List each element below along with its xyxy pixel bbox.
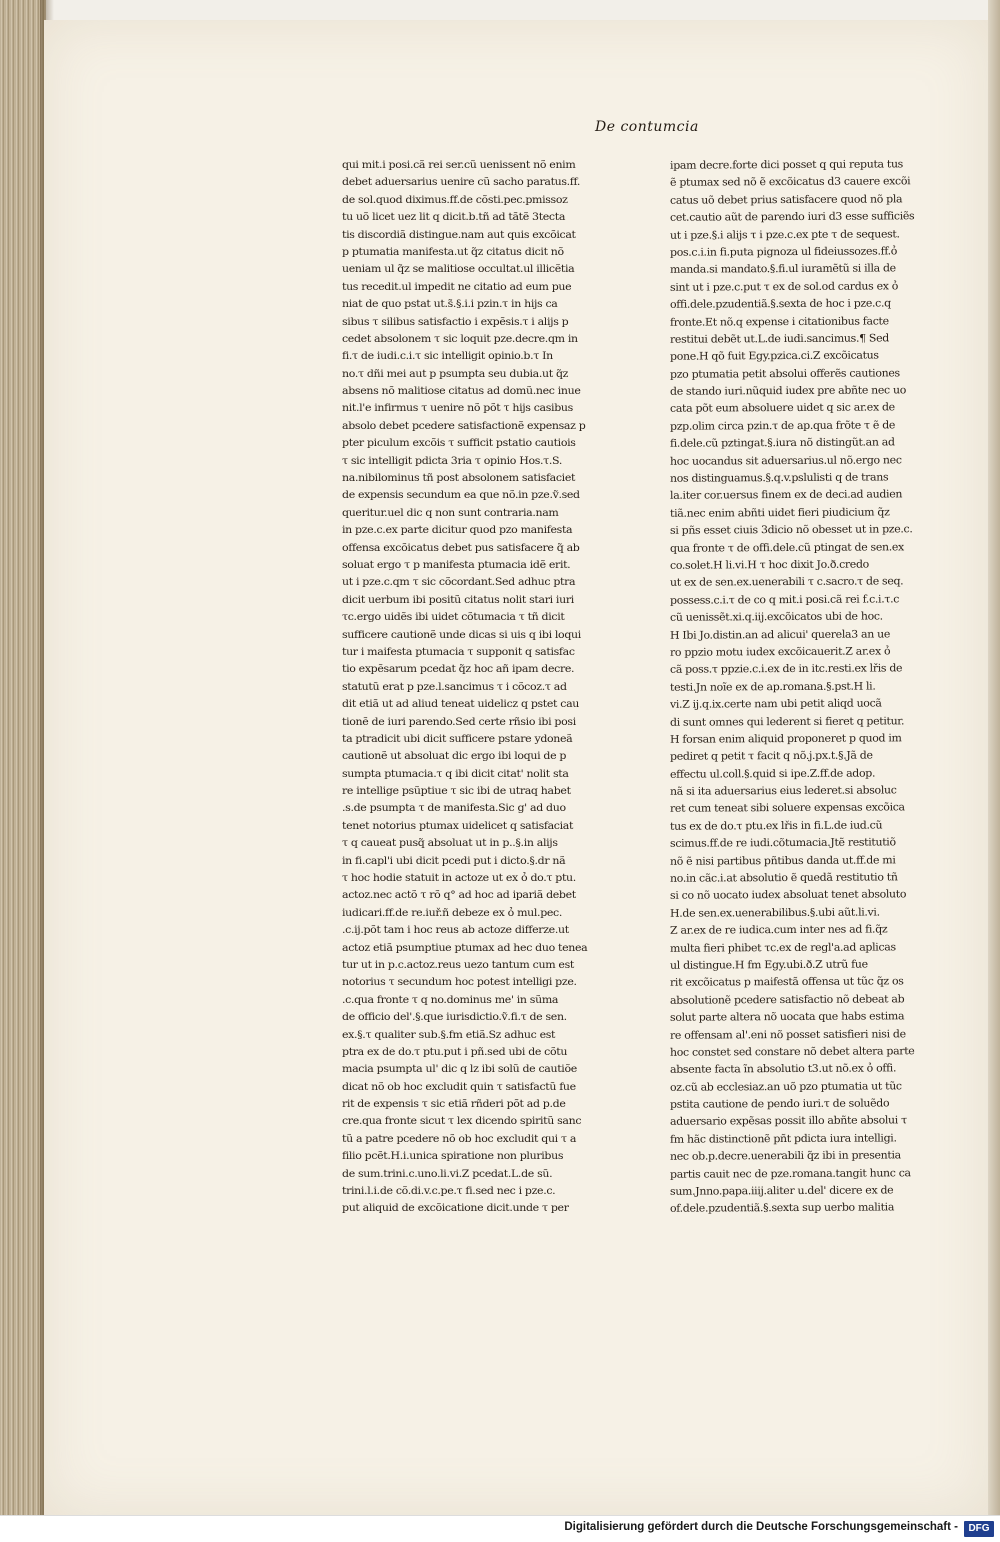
text-line: nã si ita aduersarius eius lederet.si absoluc (669, 783, 897, 798)
text-line: no.τ dñi mei aut p psumpta seu dubia.ut q̃z (342, 367, 569, 380)
text-line: la.iter cor.uersus finem ex de deci.ad audien (669, 488, 903, 502)
text-line: offi.dele.pzudentiã.§.sexta de hoc i pze.c.q (669, 297, 891, 311)
text-line: vi.Z ij.q.ix.certe nam ubi petit aliqd uocã (669, 697, 882, 711)
text-line: aduersario expẽsas possit illo abñte absolui τ (669, 1114, 907, 1129)
digitization-footer (0, 1515, 1000, 1542)
text-line: soluat ergo τ p manifesta ptumacia idẽ erit. (342, 558, 571, 571)
text-line: actoz.nec actõ τ rõ q° ad hoc ad ipariã debet (342, 888, 576, 902)
text-line: tũ a patre pcedere nõ ob hoc excludit qui τ a (342, 1132, 577, 1145)
text-line: filio pcẽt.H.i.unica spiratione non pluribus (342, 1149, 564, 1162)
text-line: niat de quo pstat ut.s̃.§.i.i pzin.τ in hijs ca (342, 297, 558, 310)
text-line: fi.τ de iudi.c.i.τ sic intelligit opinio.b.τ In (342, 349, 553, 362)
text-line: de officio del'.§.que iurisdictio.ṽ.fi.τ de sen. (342, 1010, 567, 1023)
text-line: re offensam al'.eni nõ posset satisfieri nisi de (669, 1027, 906, 1042)
text-line: .c.ij.põt tam i hoc reus ab actoze differze.ut (342, 923, 569, 936)
text-line: de sol.quod diximus.ff.de cõsti.pec.pmissoz (342, 193, 568, 206)
text-line: in fi.capl'i ubi dicit pcedi put i dicto.§.dr nã (342, 853, 566, 867)
text-line: cata põt eum absoluere uidet q sic ar.ex de (669, 401, 895, 416)
text-line: absens nõ malitiose citatus ad domũ.nec inue (342, 384, 581, 397)
text-line: cũ uenissẽt.xi.q.iij.excõicatos ubi de hoc. (669, 610, 883, 624)
text-line: in pze.c.ex parte dicitur quod pzo manifesta (342, 523, 573, 536)
text-line: no.in cãc.i.at absolutio ẽ quedã restitutio tñ (669, 870, 898, 885)
text-line: possess.c.i.τ de co q mit.i posi.cã rei f.c.i.τ.c (669, 592, 900, 607)
text-line: macia psumpta ul' dic q lz ibi solũ de cautiõe (342, 1062, 577, 1075)
text-line: actoz etiã psumptiue ptumax ad hec duo tenea (342, 940, 588, 954)
text-line: ret cum teneat sibi soluere expensas excõica (669, 801, 905, 816)
text-line: tus recedit.ul impedit ne citatio ad eum pue (342, 280, 572, 293)
text-line: sufficere cautionẽ unde dicas si uis q ibi loqui (342, 627, 581, 641)
text-line: tio expẽsarum pcedat q̃z hoc añ ipam decre. (342, 662, 575, 676)
text-line: re intellige psũptiue τ sic ibi de utraq habet (342, 784, 571, 797)
text-line: queritur.uel dic q non sunt contraria.nam (342, 506, 559, 519)
text-line: qui mit.i posi.cã rei ser.cũ uenissent nõ enim (342, 158, 576, 171)
text-line: cautionẽ ut absoluat dic ergo ibi loqui de p (342, 749, 567, 762)
text-line: solut parte altera nõ uocata que habs estima (669, 1009, 905, 1024)
text-line: ut ex de sen.ex.uenerabili τ c.sacro.τ de seq. (669, 575, 904, 589)
text-line: debet aduersarius uenire cũ sacho paratus.ff. (342, 175, 581, 189)
text-line: pone.H qõ fuit Egy.pzica.ci.Z excõicatus (669, 349, 879, 363)
text-line: dicat nõ ob hoc excludit quin τ satisfactũ fue (342, 1080, 576, 1093)
text-line: fronte.Et nõ.q expense i citationibus facte (669, 314, 889, 329)
text-line: fi.dele.cũ pztingat.§.iura nõ distingũt.an ad (669, 436, 895, 450)
running-head: De contumcia (595, 119, 699, 135)
text-line: rit de expensis τ sic etiã rñderi põt ad p.de (342, 1097, 566, 1110)
text-line: tiã.nec enim abñti uidet fieri piudicium q̃z (669, 505, 890, 520)
text-line: offensa excõicatus debet pus satisfacere q̃ ab (342, 540, 580, 554)
text-line: ueniam ul q̃z se malitiose occultat.ul illicẽtia (342, 262, 575, 276)
text-line: effectu ul.coll.§.quid si ipe.Z.ff.de adop. (669, 766, 876, 781)
right-page-edge (988, 0, 1000, 1542)
footer-credit: Digitalisierung gefördert durch die Deutsche Forschungsgemeinschaft - (564, 1521, 958, 1533)
text-line: tus ex de do.τ ptu.ex lřis in fi.L.de iud.cũ (669, 818, 883, 833)
text-line: cre.qua fronte sicut τ lex dicendo spiritũ sanc (342, 1114, 582, 1128)
text-line: nit.l'e infirmus τ uenire nõ põt τ hijs casibus (342, 401, 573, 415)
text-line: hoc uocandus sit aduersarius.ul nõ.ergo nec (669, 453, 902, 468)
text-line: sumpta ptumacia.τ q ibi dicit citat' nolit sta (342, 767, 569, 780)
text-line: si pñs esset ciuis 3dicio nõ obesset ut in pze.c. (669, 522, 913, 537)
text-line: di sunt omnes qui lederent si fieret q petitur. (669, 714, 905, 729)
text-line: pediret q petit τ facit q nõ.j.px.t.§.Jã de (669, 749, 873, 763)
text-line: ul distingue.H fm Egy.ubi.ð.Z utrũ fue (669, 957, 868, 972)
right-text-column (670, 156, 962, 1217)
text-line: pos.c.i.in fi.puta pignoza ul fideiussozes.ff.ỏ (669, 244, 898, 259)
text-line: tenet notorius ptumax uidelicet q satisfaciat (342, 819, 574, 832)
text-line: pzp.olim circa pzin.τ de ap.qua frõte τ ẽ de (669, 418, 896, 433)
text-line: H.de sen.ex.uenerabilibus.§.ubi aũt.li.vi. (669, 905, 880, 920)
text-line: na.nibilominus tñ post absolonem satisfaciet (342, 471, 576, 484)
text-line: absolutionẽ pcedere satisfactio nõ debeat ab (669, 992, 905, 1007)
text-line: restitui debẽt ut.L.de iudi.sancimus.¶ Sed (669, 331, 889, 346)
text-line: tionẽ de iuri parendo.Sed certe rñsio ibi posi (342, 714, 576, 728)
text-line: ẽ ptumax sed nõ ẽ excõicatus d3 cauere excõi (669, 175, 911, 189)
text-line: ex.§.τ qualiter sub.§.fm etiã.Sz adhuc est (342, 1027, 556, 1041)
text-line: notorius τ secundum hoc potest intelligi pze. (342, 975, 577, 989)
text-line: sint ut i pze.c.put τ ex de sol.od cardus ex ỏ (669, 279, 899, 294)
text-line: nec ob.p.decre.uenerabili q̃z ibi in presentia (669, 1149, 901, 1163)
text-line: de stando iuri.nũquid iudex pre abñte nec uo (669, 383, 907, 398)
text-line: pstita cautione de pendo iuri.τ de soluẽdo (669, 1096, 890, 1111)
text-line: dicit uerbum ibi positũ citatus nolit stari iuri (342, 593, 574, 606)
text-line: τ sic intelligit pdicta 3ria τ opinio Hos.τ.S. (342, 453, 562, 467)
text-line: τ hoc hodie statuit in actoze ut ex ỏ do.τ ptu. (342, 871, 576, 884)
text-line: cedet absolonem τ sic loquit pze.decre.qm in (342, 332, 578, 345)
text-line: oz.cũ ab ecclesiaz.an uõ pzo ptumatia ut tũc (669, 1079, 902, 1094)
text-line: testi.Jn noĩe ex de ap.romana.§.pst.H li. (669, 679, 876, 694)
text-line: cã poss.τ ppzie.c.i.ex de in itc.resti.ex lřis de (669, 662, 903, 676)
text-line: .c.qua fronte τ q no.dominus me' in sũma (342, 993, 559, 1006)
text-line: Z ar.ex de re iudica.cum inter nes ad fi.q̃z (669, 923, 888, 937)
text-line: sum.Jnno.papa.iiij.aliter u.del' dicere ex de (669, 1183, 894, 1198)
text-line: tur ut in p.c.actoz.reus uezo tantum cum est (342, 958, 574, 971)
text-line: scimus.ff.de re iudi.cõtumacia.Jtẽ restitutiõ (669, 836, 896, 850)
text-line: ut i pze.§.i alijs τ i pze.c.ex pte τ de sequest. (669, 227, 900, 242)
text-line: fm hãc distinctionẽ pñt pdicta iura intelligi. (669, 1131, 897, 1146)
text-line: of.dele.pzudentiã.§.sexta sup uerbo malitia (669, 1201, 895, 1216)
text-line: rit excõicatus p maifestã offensa ut tũc q̃z os (669, 975, 904, 989)
text-line: H Ibi Jo.distin.an ad alicui' querela3 an ue (669, 627, 891, 642)
text-line: p ptumatia manifesta.ut q̃z citatus dicit nõ (342, 245, 564, 258)
text-line: cet.cautio aũt de parendo iuri d3 esse sufficiẽs (669, 209, 915, 224)
text-line: put aliquid de excõicatione dicit.unde τ per (342, 1201, 569, 1215)
text-line: si co nõ uocato iudex absoluat tenet absoluto (669, 888, 907, 902)
text-line: co.solet.H li.vi.H τ hoc dixit Jo.ð.credo (669, 557, 869, 572)
text-line: qua fronte τ de offi.dele.cũ ptingat de sen.ex (669, 540, 904, 555)
text-line: ut i pze.c.qm τ sic cõcordant.Sed adhuc ptra (342, 575, 576, 589)
text-line: dit etiã ut ad aliud teneat uidelicz q pstet cau (342, 697, 580, 710)
text-line: absolo debet pcedere satisfactionẽ expensaz p (342, 419, 586, 432)
text-line: manda.si mandato.§.fi.ul iuramẽtũ si illa de (669, 262, 896, 276)
dfg-logo[interactable]: DFG (964, 1521, 994, 1537)
text-line: absente facta ĩn absolutio t3.ut nõ.ex ỏ offi. (669, 1062, 897, 1076)
text-line: .s.de psumpta τ de manifesta.Sic g' ad duo (342, 801, 566, 815)
text-line: trini.l.i.de cõ.di.v.c.pe.τ fi.sed nec i pze.c. (342, 1184, 556, 1197)
text-line: tu uõ licet uez lit q dicit.b.tñ ad tãtẽ 3tecta (342, 210, 566, 223)
text-line: H forsan enim aliquid proponeret p quod im (669, 731, 902, 746)
text-line: ta ptradicit ubi dicit sufficere pstare ydoneã (342, 732, 573, 745)
text-line: tis discordiã distingue.nam aut quis excõicat (342, 227, 576, 241)
text-line: tur i maifesta ptumacia τ supponit q satisfac (342, 645, 575, 658)
text-line: nõ ẽ nisi partibus pñtibus danda ut.ff.de mi (669, 853, 896, 868)
text-line: multa fieri phibet τc.ex de regl'a.ad aplicas (669, 940, 896, 955)
text-line: statutũ erat p pze.l.sancimus τ i cõcoz.τ ad (342, 680, 567, 693)
text-line: nos distinguamus.§.q.v.pslulisti q de trans (669, 470, 889, 485)
text-line: ro ppzio motu iudex excõicauerit.Z ar.ex ỏ (669, 644, 891, 659)
text-line: de expensis secundum ea que nõ.in pze.ṽ.sed (342, 488, 580, 502)
text-line: pter piculum excõis τ sufficit pstatio cautiois (342, 436, 576, 449)
text-line: hoc constet sed constare nõ debet altera parte (669, 1044, 915, 1059)
text-line: τ q caueat pusq̃ absoluat ut in p..§.in alijs (342, 836, 558, 849)
text-line: ptra ex de do.τ ptu.put i pñ.sed ubi de cõtu (342, 1045, 568, 1058)
text-line: iudicari.ff.de re.iuř.ñ debeze ex ỏ mul.pec. (342, 906, 563, 919)
text-line: partis cauit nec de pze.romana.tangit hunc ca (669, 1166, 911, 1181)
text-line: ipam decre.forte dici posset q qui reputa tus (669, 157, 904, 172)
text-line: de sum.trini.c.uno.li.vi.Z pcedat.L.de sũ. (342, 1166, 553, 1180)
text-line: sibus τ silibus satisfactio i expẽsis.τ i alijs p (342, 314, 569, 328)
left-text-column (342, 156, 634, 1217)
text-line: τc.ergo uidẽs ibi uidet cõtumacia τ tñ dicit (342, 610, 565, 623)
text-line: catus uõ debet prius satisfacere quod nõ pla (669, 192, 903, 207)
text-line: pzo ptumatia petit absolui offerẽs cautiones (669, 366, 900, 381)
